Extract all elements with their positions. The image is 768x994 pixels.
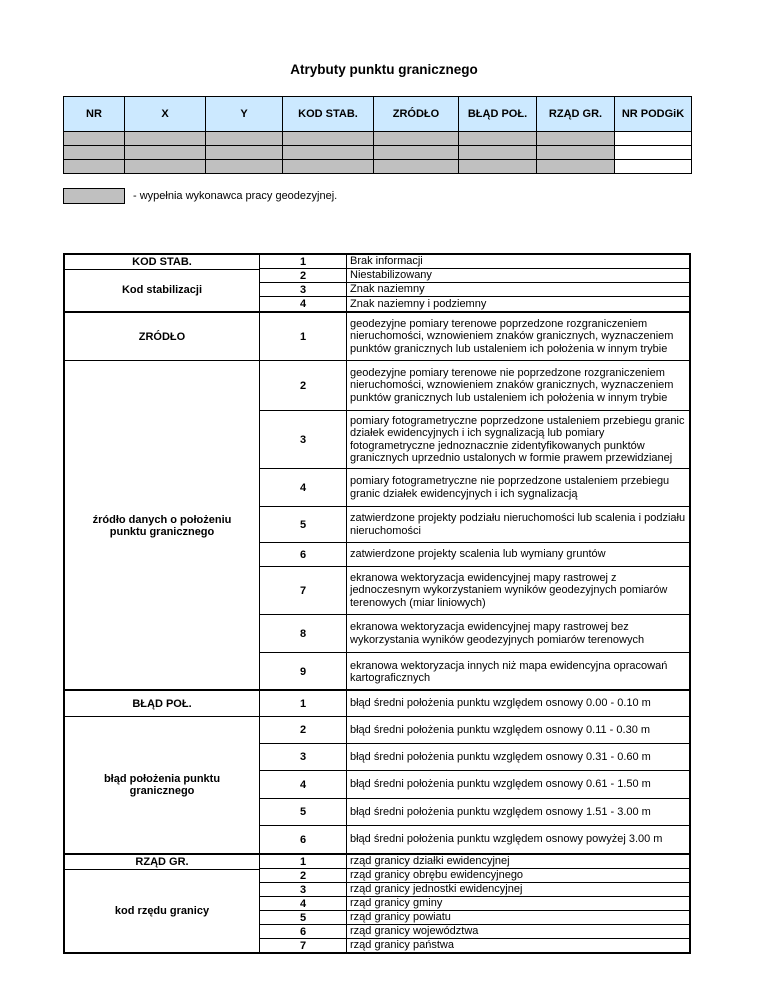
code-number: 2 <box>259 717 347 744</box>
code-number: 1 <box>259 855 347 869</box>
col-header-kod-stab: KOD STAB. <box>283 97 374 132</box>
code-number: 5 <box>259 507 347 543</box>
code-number: 7 <box>259 939 347 952</box>
code-number: 4 <box>259 297 347 311</box>
table-header-row <box>64 97 692 132</box>
col-header-zrodlo: ZRÓDŁO <box>374 97 459 132</box>
code-description: błąd średni położenia punktu względem osnowy 0.00 - 0.10 m <box>347 691 689 717</box>
code-description: błąd średni położenia punktu względem osnowy 0.11 - 0.30 m <box>347 717 689 744</box>
code-number: 1 <box>259 255 347 269</box>
table-cell[interactable] <box>374 132 459 146</box>
code-number: 3 <box>259 744 347 771</box>
col-header-nr: NR <box>64 97 125 132</box>
table-cell[interactable] <box>206 132 283 146</box>
col-header-rzad-gr: RZĄD GR. <box>537 97 615 132</box>
col-header-nr-podgik: NR PODGiK <box>615 97 692 132</box>
table-cell[interactable] <box>374 160 459 174</box>
code-description: Znak naziemny <box>347 283 689 297</box>
table-cell[interactable] <box>537 146 615 160</box>
code-description: błąd średni położenia punktu względem osnowy 0.31 - 0.60 m <box>347 744 689 771</box>
section-rzad-header: RZĄD GR. <box>65 855 259 870</box>
table-cell[interactable] <box>125 160 206 174</box>
legend <box>63 188 337 204</box>
code-number: 8 <box>259 615 347 653</box>
code-description: rząd granicy działki ewidencyjnej <box>347 855 689 869</box>
attributes-table <box>63 96 692 174</box>
code-description: rząd granicy województwa <box>347 925 689 939</box>
code-number: 5 <box>259 799 347 826</box>
table-cell[interactable] <box>459 132 537 146</box>
code-description: rząd granicy obrębu ewidencyjnego <box>347 869 689 883</box>
code-number: 3 <box>259 283 347 297</box>
table-cell[interactable] <box>459 160 537 174</box>
section-kod-stab-header: KOD STAB. <box>65 255 259 270</box>
table-cell[interactable] <box>64 132 125 146</box>
code-description: zatwierdzone projekty scalenia lub wymiany gruntów <box>347 543 689 567</box>
section-zrodlo-label: źródło danych o położeniu punktu granicznego <box>92 514 232 538</box>
section-kod-stab-label: Kod stabilizacji <box>121 284 203 296</box>
code-description: rząd granicy państwa <box>350 939 454 952</box>
code-description: pomiary fotogrametryczne nie poprzedzone ustaleniem przebiegu granic działek ewidencyjnych i ich sygnalizacją <box>347 469 689 507</box>
code-number: 4 <box>259 771 347 799</box>
table-cell[interactable] <box>537 160 615 174</box>
table-cell[interactable] <box>64 146 125 160</box>
table-cell[interactable] <box>615 146 692 160</box>
code-number: 1 <box>259 313 347 361</box>
code-number: 5 <box>259 911 347 925</box>
code-description: rząd granicy powiatu <box>347 911 689 925</box>
code-description: błąd średni położenia punktu względem osnowy powyżej 3.00 m <box>350 833 663 846</box>
code-number: 2 <box>259 269 347 283</box>
table-cell[interactable] <box>459 146 537 160</box>
table-cell[interactable] <box>615 160 692 174</box>
section-zrodlo-header: ZRÓDŁO <box>65 313 259 361</box>
code-description: geodezyjne pomiary terenowe nie poprzedzone rozgraniczeniem nieruchomości, wznowieniem znaków granicznych, wyznaczeniem punktów granicznych lub ustaleniem ich położenia w innym trybie <box>347 361 689 411</box>
code-number: 3 <box>259 411 347 469</box>
code-number: 2 <box>259 361 347 411</box>
section-blad <box>65 689 689 855</box>
code-number: 9 <box>259 653 347 691</box>
section-kod-stab-label-cell <box>65 255 259 311</box>
code-number: 6 <box>259 925 347 939</box>
code-description: rząd granicy gminy <box>347 897 689 911</box>
table-cell[interactable] <box>283 146 374 160</box>
col-header-blad-pol: BŁĄD POŁ. <box>459 97 537 132</box>
section-rzad <box>65 853 689 954</box>
table-cell[interactable] <box>64 160 125 174</box>
table-cell[interactable] <box>615 132 692 146</box>
code-number: 2 <box>259 869 347 883</box>
code-number: 7 <box>259 567 347 615</box>
code-description: błąd średni położenia punktu względem osnowy 0.61 - 1.50 m <box>347 771 689 799</box>
table-cell[interactable] <box>206 160 283 174</box>
code-description: Brak informacji <box>347 255 689 269</box>
table-row <box>64 160 692 174</box>
code-description: Niestabilizowany <box>347 269 689 283</box>
col-header-x: X <box>125 97 206 132</box>
code-description: ekranowa wektoryzacja ewidencyjnej mapy rastrowej z jednoczesnym wykorzystaniem wyników geodezyjnych pomiarów terenowych (miar liniowych) <box>347 567 689 615</box>
table-cell[interactable] <box>283 160 374 174</box>
code-number: 6 <box>259 543 347 567</box>
table-cell[interactable] <box>206 146 283 160</box>
code-number: 6 <box>259 826 347 853</box>
code-description: rząd granicy jednostki ewidencyjnej <box>347 883 689 897</box>
section-kod-stab <box>65 255 689 311</box>
table-row <box>64 146 692 160</box>
code-description: ekranowa wektoryzacja innych niż mapa ewidencyjna opracowań kartograficznych <box>350 659 668 684</box>
code-description: zatwierdzone projekty podziału nieruchomości lub scalenia i podziału nieruchomości <box>347 507 689 543</box>
section-blad-label: błąd położenia punktu granicznego <box>103 773 221 797</box>
code-number: 4 <box>259 469 347 507</box>
code-description: błąd średni położenia punktu względem osnowy 1.51 - 3.00 m <box>347 799 689 826</box>
code-number: 3 <box>259 883 347 897</box>
table-row <box>64 132 692 146</box>
codes-table <box>63 253 691 954</box>
code-description: geodezyjne pomiary terenowe poprzedzone rozgraniczeniem nieruchomości, wznowieniem znaków granicznych, wyznaczeniem punktów granicznych lub ustaleniem ich położenia w innym trybie <box>347 313 689 361</box>
code-description: Znak naziemny i podziemny <box>350 297 487 310</box>
section-zrodlo <box>65 311 689 691</box>
page-title: Atrybuty punktu granicznego <box>290 62 478 77</box>
table-cell[interactable] <box>537 132 615 146</box>
code-description: ekranowa wektoryzacja ewidencyjnej mapy rastrowej bez wykorzystania wyników geodezyjnych pomiarów terenowych <box>347 615 689 653</box>
section-blad-header: BŁĄD POŁ. <box>65 691 259 717</box>
legend-swatch <box>63 188 125 204</box>
legend-text: - wypełnia wykonawca pracy geodezyjnej. <box>133 190 338 202</box>
table-cell[interactable] <box>374 146 459 160</box>
section-rzad-label: kod rzędu granicy <box>114 904 210 917</box>
table-cell[interactable] <box>125 132 206 146</box>
code-number: 4 <box>259 897 347 911</box>
col-header-y: Y <box>206 97 283 132</box>
code-number: 1 <box>259 691 347 717</box>
table-cell[interactable] <box>283 132 374 146</box>
code-description: pomiary fotogrametryczne poprzedzone ustaleniem przebiegu granic działek ewidencyjnych i ich sygnalizacją lub pomiary fotogrametryczne jednoznacznie zidentyfikowanych punktów granicznych uprzednio ustalonych w formie prawem przewidzianej <box>347 411 689 469</box>
table-cell[interactable] <box>125 146 206 160</box>
